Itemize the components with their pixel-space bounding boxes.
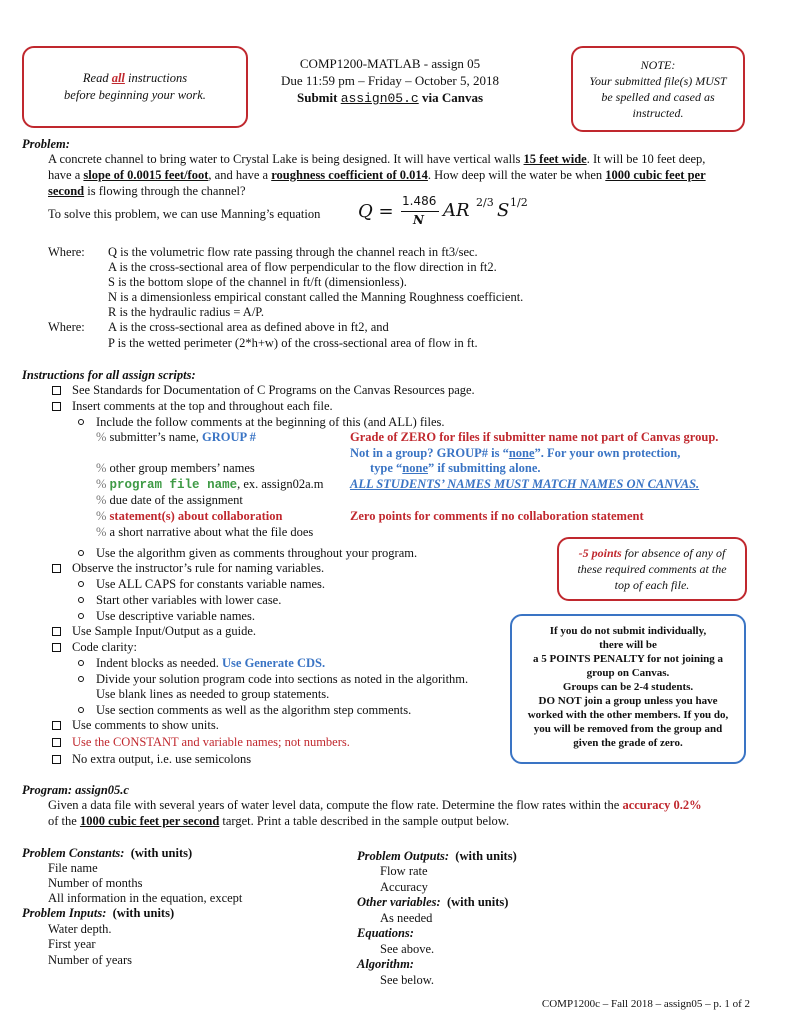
checkbox <box>52 386 61 395</box>
constant-equation-info: All information in the equation, except <box>48 891 243 905</box>
instr-comments: Insert comments at the top and throughout each file. <box>72 399 333 413</box>
algorithm-text: See below. <box>380 973 435 987</box>
where-label-2: Where: <box>48 320 85 334</box>
instr-algorithm: Use the algorithm given as comments throughout your program. <box>96 546 418 560</box>
bullet-circle <box>78 581 84 587</box>
program-line-1: Given a data file with several years of water level data, compute the flow rate. Determine the flow rates within the accuracy 0.2% <box>48 798 702 812</box>
zero-grade-note: Grade of ZERO for files if submitter name not part of Canvas group. <box>350 430 719 444</box>
group-none-note: Not in a group? GROUP# is “none”. For your own protection, <box>350 446 681 460</box>
problem-line-2: have a slope of 0.0015 feet/foot, and have a roughness coefficient of 0.014. How deep will the water be when 1000 cubic feet per <box>48 168 706 182</box>
input-water-depth: Water depth. <box>48 922 112 936</box>
other-vars: As needed <box>380 911 433 925</box>
penalty-note: -5 points for absence of any of these required comments at the top of each file. <box>557 537 747 601</box>
outputs-heading: Problem Outputs: (with units) <box>357 849 517 863</box>
def-p: P is the wetted perimeter (2*h+w) of the cross-sectional area of flow in ft. <box>108 336 478 350</box>
constants-heading: Problem Constants: (with units) <box>22 846 193 860</box>
input-num-years: Number of years <box>48 953 132 967</box>
problem-line-1: A concrete channel to bring water to Crystal Lake is being designed. It will have vertical walls 15 feet wide. It will be 10 feet deep, <box>48 152 706 166</box>
output-accuracy: Accuracy <box>380 880 428 894</box>
comment-narrative: % a short narrative about what the file does <box>96 525 314 539</box>
instr-sample-io: Use Sample Input/Output as a guide. <box>72 624 256 638</box>
page-footer: COMP1200c – Fall 2018 – assign05 – p. 1 of 2 <box>541 998 750 1010</box>
instr-no-output: No extra output, i.e. use semicolons <box>72 752 252 766</box>
bullet-circle <box>78 676 84 682</box>
def-q: Q is the volumetric flow rate passing through the channel reach in ft3/sec. <box>108 245 478 259</box>
instr-constants: Use the CONSTANT and variable names; not numbers. <box>72 735 350 749</box>
constant-months: Number of months <box>48 876 143 890</box>
algorithm-heading: Algorithm: <box>357 957 414 971</box>
checkbox <box>52 738 61 747</box>
other-vars-heading: Other variables: (with units) <box>357 895 509 909</box>
group-penalty-note: If you do not submit individually, there will be a 5 POINTS PENALTY for not joining a group on Canvas. Groups can be 2-4 students. DO NOT join a group unless you have worked with the other members. If you do, you will be removed from the group and given the grade of zero. <box>510 614 746 764</box>
instr-lowercase: Start other variables with lower case. <box>96 593 282 607</box>
where-label-1: Where: <box>48 245 85 259</box>
checkbox <box>52 755 61 764</box>
program-heading: Program: assign05.c <box>22 783 129 797</box>
def-s: S is the bottom slope of the channel in ft/ft (dimensionless). <box>108 275 407 289</box>
comment-program-file: % program file name, ex. assign02a.m <box>96 477 324 492</box>
instr-naming: Observe the instructor’s rule for naming variables. <box>72 561 325 575</box>
comment-collaboration: % statement(s) about collaboration <box>96 509 283 523</box>
bullet-circle <box>78 613 84 619</box>
def-r: R is the hydraulic radius = A/P. <box>108 305 264 319</box>
instr-indent: Indent blocks as needed. Use Generate CDS. <box>96 656 326 670</box>
instr-caps: Use ALL CAPS for constants variable names. <box>96 577 326 591</box>
equations-text: See above. <box>380 942 435 956</box>
zero-points-note: Zero points for comments if no collaboration statement <box>350 509 644 523</box>
instructions-heading: Instructions for all assign scripts: <box>22 368 196 382</box>
file-naming-note: NOTE: Your submitted file(s) MUST be spelled and cased as instructed. <box>571 46 745 132</box>
bullet-circle <box>78 550 84 556</box>
def-a2: A is the cross-sectional area as defined above in ft2, and <box>108 320 389 334</box>
problem-line-3: second is flowing through the channel? <box>48 184 246 198</box>
checkbox <box>52 643 61 652</box>
checkbox <box>52 402 61 411</box>
bullet-circle <box>78 419 84 425</box>
input-first-year: First year <box>48 937 96 951</box>
comment-submitter: % submitter’s name, GROUP # <box>96 430 256 444</box>
submit-line: Submit assign05.c via Canvas <box>296 90 484 106</box>
solve-line: To solve this problem, we can use Manning’s equation <box>48 207 321 221</box>
bullet-circle <box>78 660 84 666</box>
comment-group-members: % other group members’ names <box>96 461 255 475</box>
instr-units: Use comments to show units. <box>72 718 219 732</box>
instr-divide: Divide your solution program code into sections as noted in the algorithm. <box>96 672 469 686</box>
bullet-circle <box>78 707 84 713</box>
def-a: A is the cross-sectional area of flow perpendicular to the flow direction in ft2. <box>108 260 497 274</box>
instr-include: Include the follow comments at the beginning of this (and ALL) files. <box>96 415 445 429</box>
instr-clarity: Code clarity: <box>72 640 137 654</box>
inputs-heading: Problem Inputs: (with units) <box>22 906 175 920</box>
assignment-header <box>255 55 525 107</box>
comment-due-date: % due date of the assignment <box>96 493 243 507</box>
instr-blank-lines: Use blank lines as needed to group statements. <box>96 687 330 701</box>
checkbox <box>52 564 61 573</box>
read-instructions-note: Read all instructions before beginning your work. <box>22 46 248 128</box>
due-date: Due 11:59 pm – Friday – October 5, 2018 <box>281 73 499 88</box>
output-flow-rate: Flow rate <box>380 864 428 878</box>
names-match-note: ALL STUDENTS’ NAMES MUST MATCH NAMES ON CANVAS. <box>350 477 700 491</box>
program-line-2: of the 1000 cubic feet per second target. Print a table described in the sample output below. <box>48 814 510 828</box>
checkbox <box>52 721 61 730</box>
assignment-title: COMP1200-MATLAB - assign 05 <box>299 56 481 71</box>
constant-file-name: File name <box>48 861 98 875</box>
bullet-circle <box>78 597 84 603</box>
problem-heading: Problem: <box>22 137 70 151</box>
instr-descriptive: Use descriptive variable names. <box>96 609 255 623</box>
instr-standards: See Standards for Documentation of C Programs on the Canvas Resources page. <box>72 383 475 397</box>
checkbox <box>52 627 61 636</box>
instr-section-comments: Use section comments as well as the algorithm step comments. <box>96 703 412 717</box>
type-none-note: type “none” if submitting alone. <box>370 461 541 475</box>
def-n: N is a dimensionless empirical constant called the Manning Roughness coefficient. <box>108 290 524 304</box>
equations-heading: Equations: <box>357 926 414 940</box>
